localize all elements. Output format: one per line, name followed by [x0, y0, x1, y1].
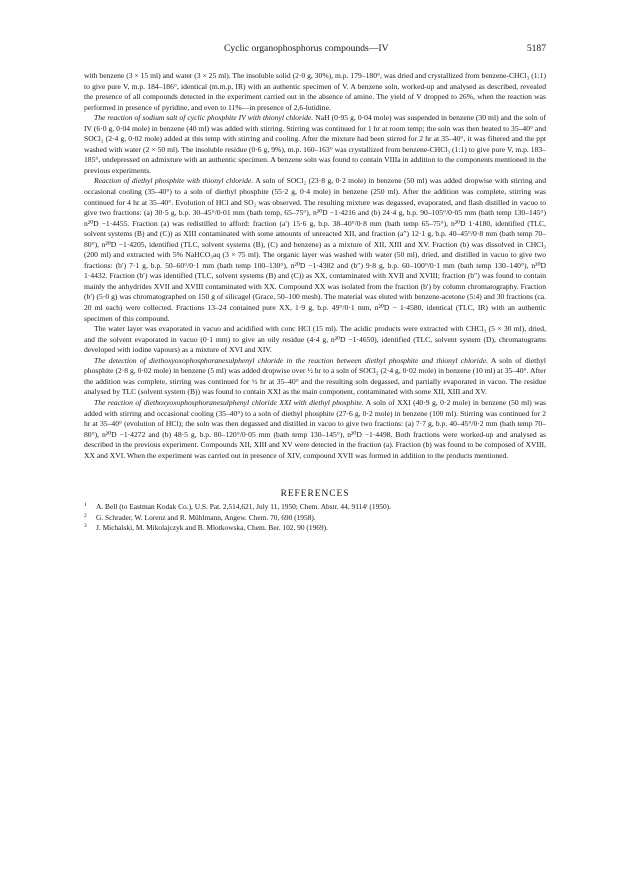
paragraph-continuation: [84, 71, 546, 113]
journal-page: [84, 43, 546, 534]
paragraph-water-layer: [84, 324, 546, 356]
reference-item: [84, 523, 546, 534]
paragraph-text: The water layer was evaporated in vacuo and acidified with conc HCl (15 ml). The acidic products were extracted with CHCl₃ (5 × 30 ml), dried, and the solvent evaporated in vacuo (0·1 mm) to give an oily residue (4·4 g, n²⁰D −1·4650), identified (TLC, solvent system (D), chromatograms developed with iodine vapours) as a mixture of XVI and XIV.: [84, 324, 546, 355]
body-text: [84, 71, 546, 461]
paragraph-sodium-salt-reaction: [84, 113, 546, 176]
references-list: [84, 502, 546, 534]
paragraph-text: A soln of diethyl phosphite (2·8 g, 0·02 mole) in benzene (5 ml) was added dropwise over ½ hr to a soln of SOCl₂ (2·4 g, 0·02 mole) in benzene (10 ml) at 35–40°. After the addition was complete, stirring was continued for ½ hr at 35–40° and the resulting soln degassed, and partially evaporated in vacuo. The residue analysed by TLC (solvent system (B)) was found to contain XXI as the main component, contaminated with some XII, XIII and XV.: [84, 355, 546, 397]
paragraph-diethyl-phosphite-thionyl: [84, 176, 546, 324]
paragraph-text: A soln of XXI (40·9 g, 0·2 mole) in benzene (50 ml) was added with stirring and occasional cooling (35–40°) to a soln of diethyl phosphite (27·6 g, 0·2 mole) in benzene (100 ml). Stirring was continued for 2 hr at 35–40° (evolution of HCl); the soln was then degassed and distilled in vacuo to give two fractions: (a) 7·7 g, b.p. 40–45°/0·2 mm (bath temp 70–80°), n²⁰D −1·4272 and (b) 48·5 g, b.p. 80–120°/0·05 mm (bath temp 130–145°), n²⁰D −1·4498. Both fractions were worked-up and analysed as described in the previous experiment. Compounds XII, XIII and XV were detected in the fraction (a). Fraction (b) was found to be composed of XVIII, XX and XVI. When the experiment was carried out in presence of XIV, compound XVII was formed in addition to the products mentioned.: [84, 397, 546, 460]
paragraph-text: NaH (0·95 g, 0·04 mole) was suspended in benzene (30 ml) and the soln of IV (6·0 g, 0·04 mole) in benzene (40 ml) was added with stirring. Stirring was continued for 1 hr at room temp; the soln was then heated to 35–40° and SOCl₂ (2·4 g, 0·02 mole) added at this temp with stirring and cooling. After the mixture had been stirred for 2 hr at 35–40°, it was filtered and the ppt washed with water (2 × 50 ml). The insoluble residue (0·6 g, 9%), m.p. 160–163° was crystallized from benzene-CHCl₃ (1:1) to give pure V, m.p. 183–185°, undepressed on admixture with an authentic specimen. A benzene soln was found to contain VIIIa in addition to the components mentioned in the previous experiments.: [84, 113, 546, 175]
reference-item: [84, 502, 546, 513]
paragraph-lead: Reaction of diethyl phosphite with thionyl chloride.: [94, 176, 254, 186]
paragraph-text: A soln of SOCl₂ (23·8 g, 0·2 mole) in benzene (50 ml) was added dropwise with stirring and occasional cooling (35–40°) to a soln of diethyl phosphite (55·2 g, 0·4 mole) in benzene (250 ml). After the addition was complete, stirring was continued for 4 hr at 35–40°. Evolution of HCl and SO₂ was observed. The resulting mixture was degassed, evaporated, and flash distilled in vacuo to give two fractions: (a) 30·5 g, b.p. 30–45°/0·01 mm (bath temp, 65–75°), n²⁰D −1·4216 and (b) 24·4 g, b.p. 90–105°/0·05 mm (bath temp 130–145°) n²⁰D −1·4455. Fraction (a) was redistilled to afford: fraction (a′) 15·6 g, b.p. 38–40°/0·8 mm (bath temp 65–75°), n²⁰D 1·4180, identified (TLC, solvent systems (B) and (C)) as XIII contaminated with some amounts of unreacted XII, and fraction (a″) 12·1 g, b.p. 40–45°/0·8 mm (bath temp 70–80°), n²⁰D −1·4205, identified (TLC, solvent systems (B), (C) and benzene) as a mixture of XII, XIII and XV. Fraction (b) was dissolved in CHCl₃ (200 ml) and extracted with 5% NaHCO₃aq (3 × 75 ml). The organic layer was washed with water (50 ml), dried, and distilled in vacuo to give two fractions: (b′) 7·1 g, b.p. 50–60°/0·1 mm (bath temp 100–130°), n²⁰D −1·4382 and (b″) 9·8 g, b.p. 60–100°/0·1 mm (bath temp 130–140°), n²⁰D 1·4432. Fraction (b′) was identified (TLC, solvent systems (B) and (C)) as XX, contaminated with XVII and XVIII; fraction (b″) was found to contain mainly the anhydrides XVII and XVIII contaminated with XX. Compound XX was isolated from the fraction (b′) by column chromatography. Fraction (b′) (5·0 g) was chromatographed on 150 g of silicagel (Grace, 50–100 mesh). The material was eluted with benzene-acetone (5:4) and 30 fractions (ca. 20 ml each) were collected. Fractions 13–24 contained pure XX, 1·9 g, b.p. 49°/0·1 mm, n²⁰D − 1·4580, identical (TLC, IR) with an authentic specimen of this compound.: [84, 176, 547, 323]
paragraph-text: with benzene (3 × 15 ml) and water (3 × 25 ml). The insoluble solid (2·0 g, 30%), m.p. 179–180°, was dried and crystallized from benzene-CHCl₃ (1:1) to give pure V, m.p. 184–186°, identical (m.m.p, IR) with an authentic specimen of V. A benzene soln, worked-up and analysed as described, revealed the presence of all compounds detected in the experiment carried out in the absence of amine. The yield of V dropped to 26%, when the reaction was performed in presence of pyridine, and even to 11%—in presence of 2,6-lutidine.: [84, 71, 546, 112]
reference-number: 1: [84, 502, 87, 509]
references-heading: REFERENCES: [280, 489, 350, 500]
running-header: [84, 43, 546, 57]
paragraph-lead: The reaction of sodium salt of cyclic phosphite IV with thionyl chloride.: [94, 113, 314, 123]
paragraph-lead: The reaction of diethoxyoxophosphoranesulphenyl chloride XXI with diethyl phosphite.: [94, 397, 364, 407]
reference-number: 3: [84, 523, 87, 530]
paragraph-lead: The detection of diethoxyoxophosphoranesulphenyl chloride in the reaction between diethyl phosphite and thionyl chloride.: [94, 355, 488, 365]
reference-text: J. Michalski, M. Mikolajczyk and B. Mlotkowska, Chem. Ber. 102, 90 (1969).: [96, 523, 328, 533]
running-title: Cyclic organophosphorus compounds—IV: [224, 43, 389, 54]
reference-text: A. Bell (to Eastman Kodak Co.), U.S. Pat. 2,514,621, July 11, 1950; Chem. Abstr. 44, 9114ᶠ (1950).: [96, 502, 391, 512]
reference-text: G. Schrader, W. Lorenz and R. Mühlmann, Angew. Chem. 70, 690 (1958).: [96, 512, 316, 522]
page-number: 5187: [526, 43, 546, 54]
paragraph-sulphenyl-reaction: [84, 398, 546, 461]
reference-number: 2: [84, 512, 87, 519]
reference-item: [84, 513, 546, 524]
paragraph-sulphenyl-detection: [84, 356, 546, 398]
